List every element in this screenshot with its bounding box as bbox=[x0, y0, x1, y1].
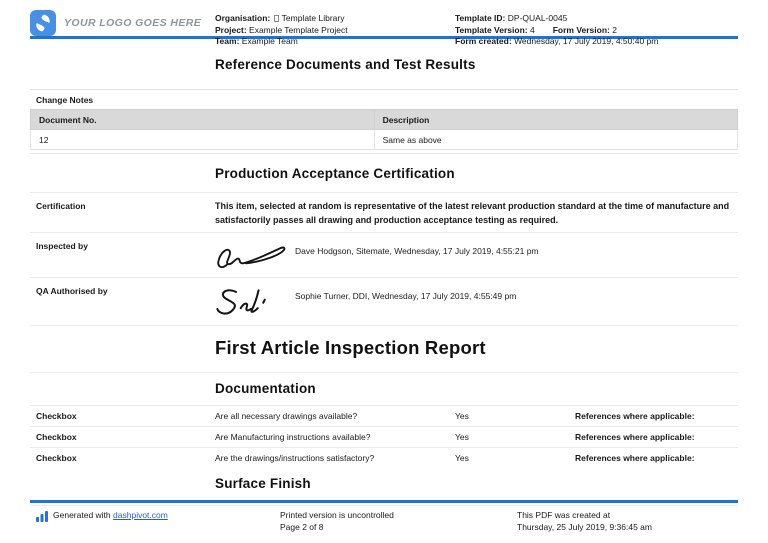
page-footer bbox=[30, 500, 738, 533]
team-value: Example Team bbox=[241, 36, 298, 46]
table-row bbox=[31, 130, 738, 150]
logo-placeholder-text: YOUR LOGO GOES HERE bbox=[64, 16, 202, 29]
template-id-line bbox=[455, 13, 738, 25]
checkbox-label: Checkbox bbox=[36, 432, 77, 442]
generated-with-text: Generated with bbox=[53, 509, 111, 520]
template-id-label: Template ID: bbox=[455, 13, 506, 23]
form-created-label: Form created: bbox=[455, 36, 512, 46]
section-heading-surface-finish: Surface Finish bbox=[30, 468, 738, 506]
certification-text: This item, selected at random is representative of the latest relevant production standard at the time of manufacture and satisfactorily passes all drawing and production acceptance testing as required. bbox=[215, 201, 730, 225]
table-header-row bbox=[31, 110, 738, 130]
versions-line bbox=[455, 25, 738, 37]
checkbox-label: Checkbox bbox=[36, 453, 77, 463]
template-version-value: 4 bbox=[529, 24, 535, 35]
inspected-by-value: Dave Hodgson, Sitemate, Wednesday, 17 July 2019, 4:55:21 pm bbox=[295, 246, 539, 256]
logo-block bbox=[30, 12, 215, 33]
change-notes-label: Change Notes bbox=[36, 95, 94, 105]
column-header-document-no: Document No. bbox=[31, 110, 375, 130]
project-value: Example Template Project bbox=[249, 24, 348, 35]
checkbox-question: Are the drawings/instructions satisfactory? bbox=[215, 453, 375, 463]
organisation-line bbox=[215, 13, 455, 25]
template-id-value: DP-QUAL-0045 bbox=[507, 13, 568, 23]
team-label: Team: bbox=[215, 36, 240, 46]
project-line bbox=[215, 25, 455, 37]
header-meta-left bbox=[215, 12, 455, 46]
checkbox-answer: Yes bbox=[455, 432, 469, 442]
pdf-created-value: Thursday, 25 July 2019, 9:36:45 am bbox=[517, 521, 652, 532]
certification-label: Certification bbox=[36, 201, 86, 211]
checkbox-row-instructions-satisfactory bbox=[30, 447, 738, 468]
footer-generated bbox=[30, 509, 280, 533]
footer-divider bbox=[30, 500, 738, 503]
organisation-label: Organisation: bbox=[215, 13, 271, 23]
template-version-label: Template Version: bbox=[455, 24, 528, 35]
checkbox-row-instructions-available bbox=[30, 426, 738, 447]
section-heading-documentation: Documentation bbox=[30, 372, 738, 405]
project-label: Project: bbox=[215, 24, 247, 35]
document-placeholder-icon bbox=[274, 15, 279, 22]
checkbox-question: Are all necessary drawings available? bbox=[215, 411, 358, 421]
qa-authorised-value: Sophie Turner, DDI, Wednesday, 17 July 2019, 4:55:49 pm bbox=[295, 291, 517, 301]
checkbox-row-drawings-available bbox=[30, 405, 738, 426]
change-notes-table bbox=[30, 109, 738, 150]
inspected-by-row bbox=[30, 232, 738, 277]
column-header-description: Description bbox=[374, 110, 737, 130]
page-number-text: Page 2 of 8 bbox=[280, 521, 324, 532]
references-label: References where applicable: bbox=[575, 411, 695, 421]
references-label: References where applicable: bbox=[575, 453, 695, 463]
certification-row bbox=[30, 192, 738, 232]
printed-version-text: Printed version is uncontrolled bbox=[280, 509, 394, 520]
footer-created-info bbox=[517, 509, 738, 533]
form-version-label: Form Version: bbox=[552, 24, 610, 35]
footer-print-info bbox=[280, 509, 517, 533]
header-meta-right bbox=[455, 12, 738, 46]
checkbox-answer: Yes bbox=[455, 411, 469, 421]
bar-chart-icon bbox=[36, 510, 48, 522]
inspected-by-signature bbox=[215, 239, 295, 272]
dashpivot-link[interactable]: dashpivot.com bbox=[113, 509, 168, 520]
organisation-value: Template Library bbox=[281, 13, 345, 23]
section-heading-production-acceptance: Production Acceptance Certification bbox=[215, 166, 455, 181]
form-created-value: Wednesday, 17 July 2019, 4:50:40 pm bbox=[514, 36, 659, 46]
form-created-line bbox=[455, 36, 738, 48]
form-version-value: 2 bbox=[612, 24, 617, 35]
qa-authorised-label: QA Authorised by bbox=[36, 286, 108, 296]
pdf-created-label: This PDF was created at bbox=[517, 509, 611, 520]
company-logo-icon bbox=[30, 10, 56, 36]
qa-authorised-row bbox=[30, 277, 738, 325]
cell-description: Same as above bbox=[374, 130, 737, 150]
checkbox-answer: Yes bbox=[455, 453, 469, 463]
change-notes-block bbox=[30, 89, 738, 154]
checkbox-label: Checkbox bbox=[36, 411, 77, 421]
inspected-by-label: Inspected by bbox=[36, 241, 88, 251]
page-header bbox=[30, 0, 738, 46]
qa-authorised-signature bbox=[215, 284, 295, 320]
references-label: References where applicable: bbox=[575, 432, 695, 442]
section-heading-reference-documents: Reference Documents and Test Results bbox=[215, 57, 476, 72]
cell-document-no: 12 bbox=[31, 130, 375, 150]
report-title: First Article Inspection Report bbox=[30, 325, 738, 372]
team-line bbox=[215, 36, 455, 48]
checkbox-question: Are Manufacturing instructions available? bbox=[215, 432, 371, 442]
